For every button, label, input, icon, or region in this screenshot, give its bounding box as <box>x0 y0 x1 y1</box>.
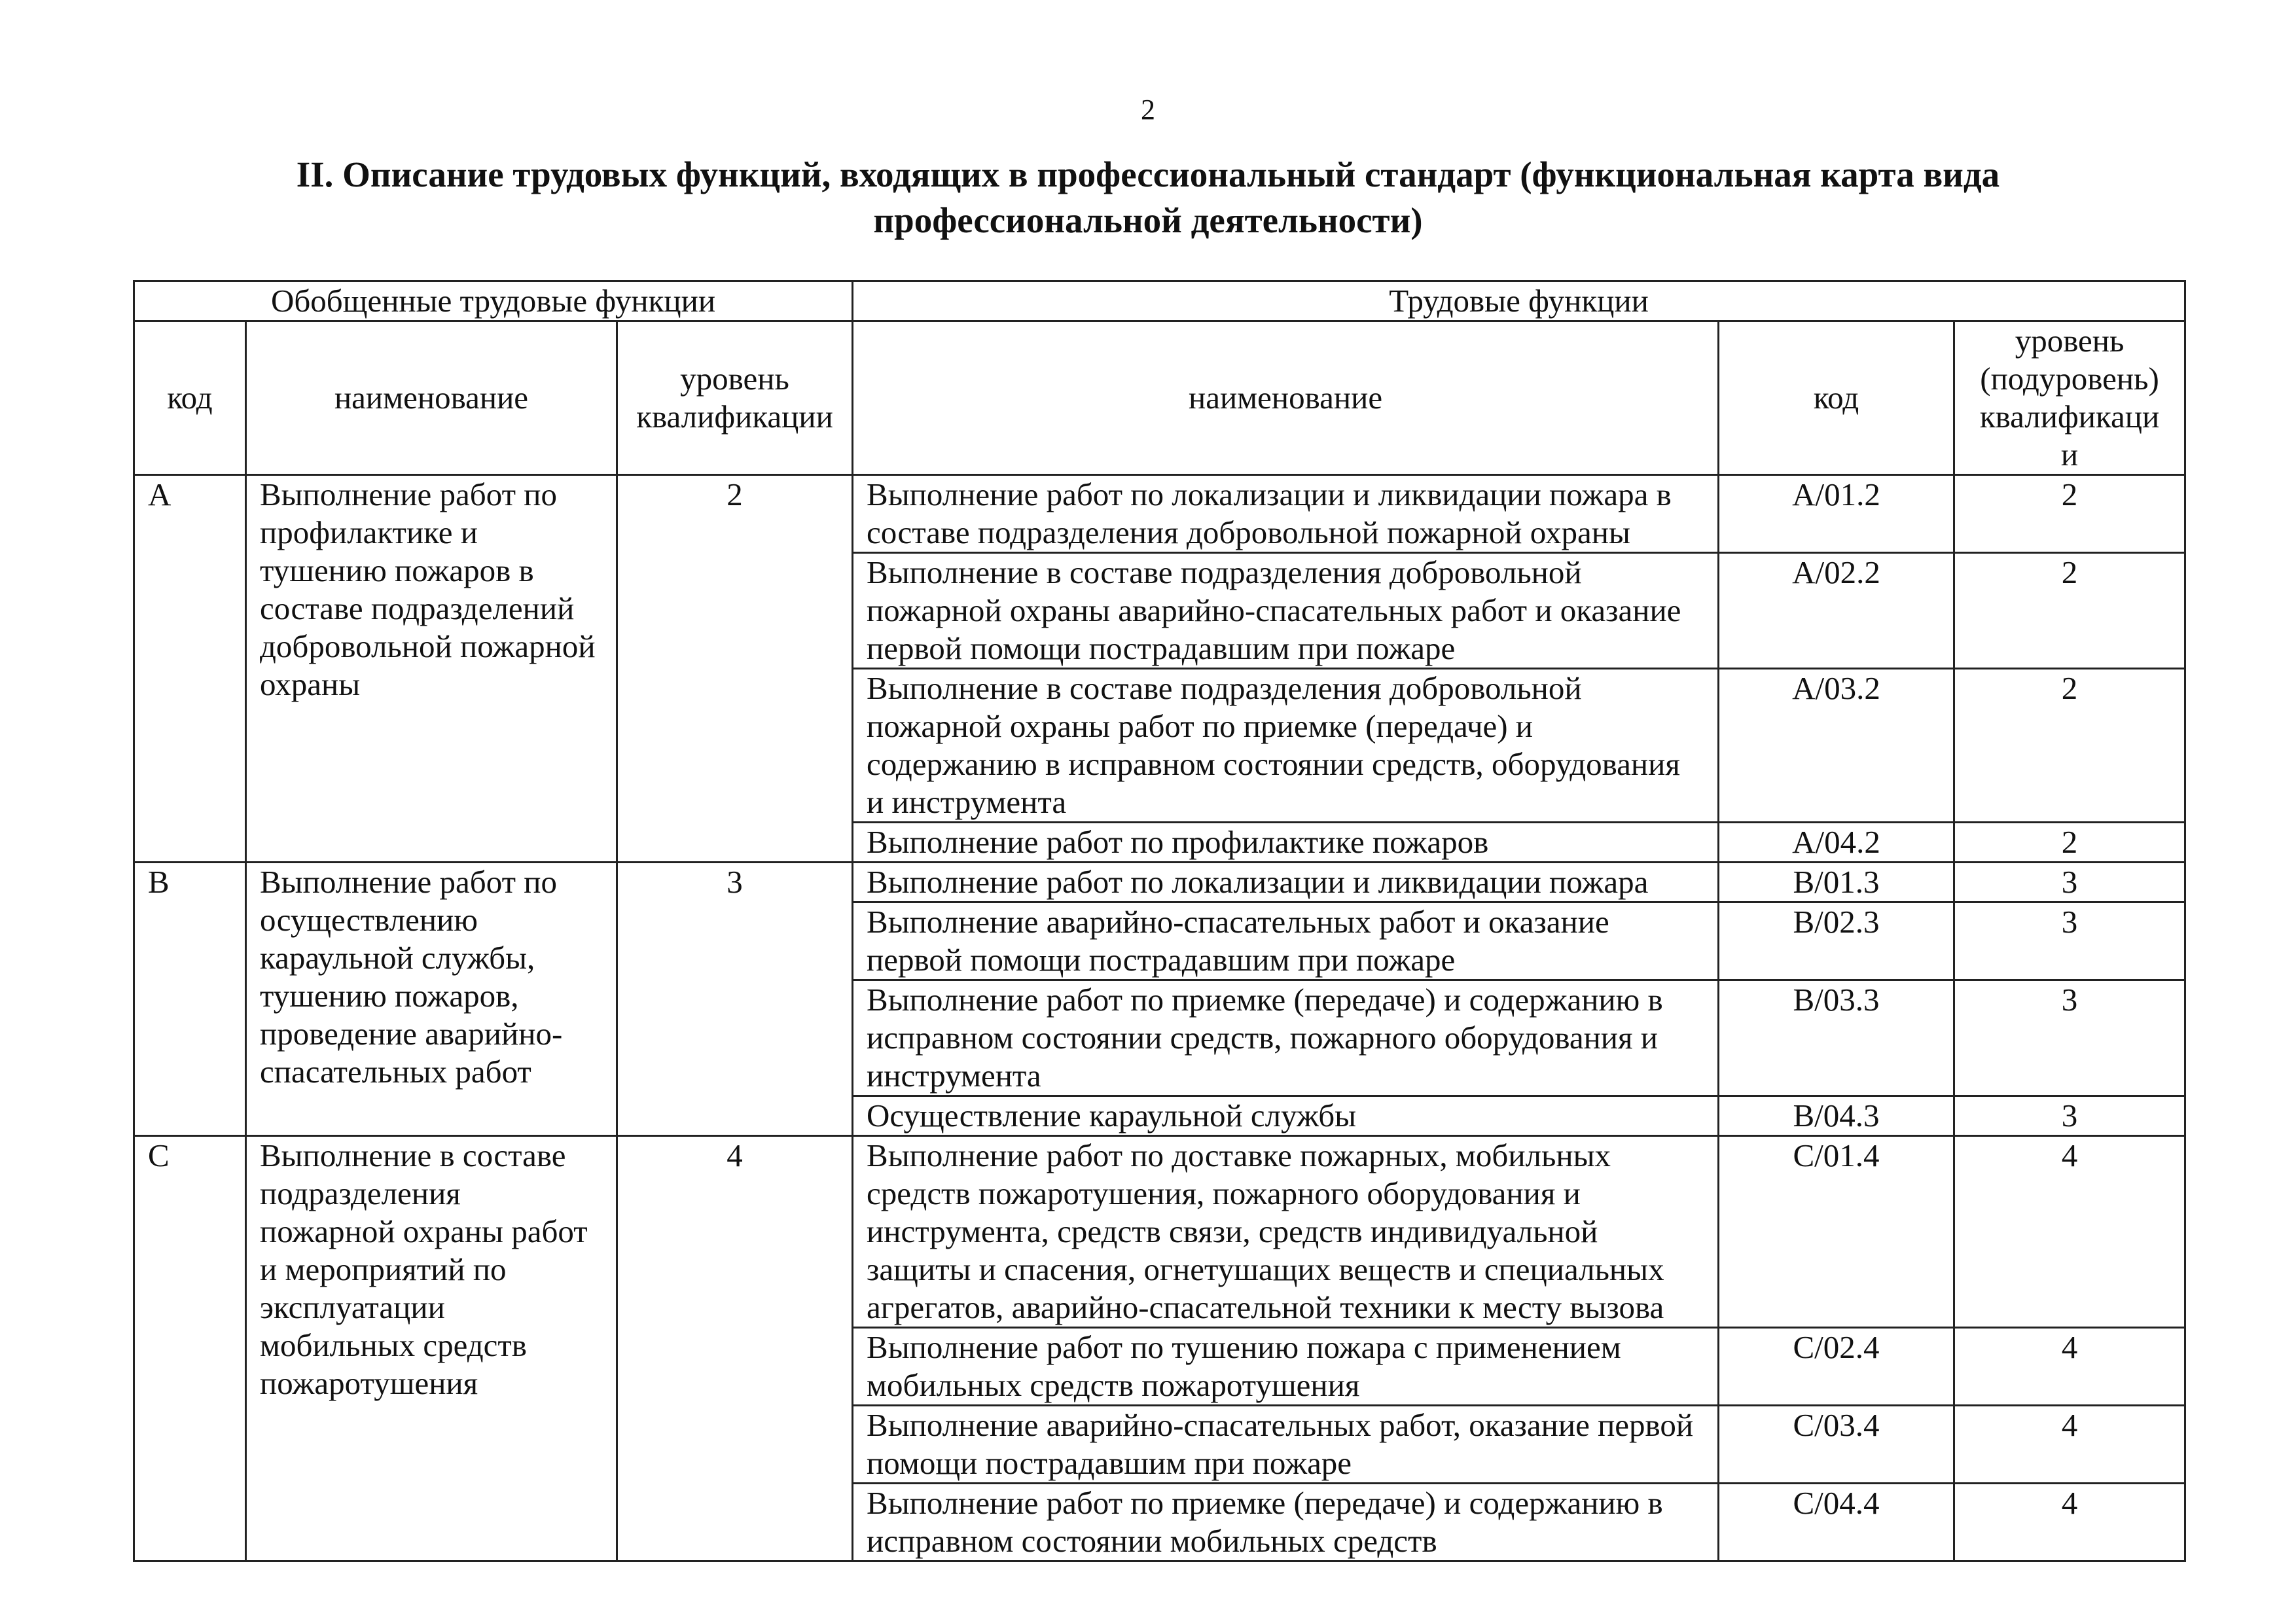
tf-code-cell: B/03.3 <box>1719 980 1954 1096</box>
tf-level-cell: 4 <box>1954 1328 2185 1406</box>
gen-code-cell: C <box>134 1136 246 1561</box>
tf-code-cell: B/01.3 <box>1719 863 1954 902</box>
tf-level-cell: 4 <box>1954 1406 2185 1484</box>
table-row <box>134 1136 2185 1328</box>
gen-name-cell: Выполнение работ по профилактике и тушению пожаров в составе подразделений добровольной пожарной охраны <box>246 475 617 863</box>
tf-name-cell: Выполнение работ по локализации и ликвидации пожара в составе подразделения добровольной пожарной охраны <box>853 475 1719 553</box>
tf-level-cell: 2 <box>1954 823 2185 863</box>
group-header-row <box>134 281 2185 321</box>
gen-name-header: наименование <box>246 321 617 475</box>
tf-code-cell: A/03.2 <box>1719 669 1954 823</box>
tf-name-cell: Выполнение работ по приемке (передаче) и содержанию в исправном состоянии мобильных средств <box>853 1484 1719 1561</box>
tf-level-cell: 4 <box>1954 1136 2185 1328</box>
tf-level-cell: 3 <box>1954 1096 2185 1136</box>
gen-code-cell: B <box>134 863 246 1136</box>
tf-code-cell: A/02.2 <box>1719 553 1954 669</box>
tf-level-header: уровень (подуровень) квалификаци и <box>1954 321 2185 475</box>
tf-name-cell: Выполнение работ по профилактике пожаров <box>853 823 1719 863</box>
tf-level-cell: 4 <box>1954 1484 2185 1561</box>
tf-name-cell: Выполнение в составе подразделения добровольной пожарной охраны аварийно-спасательных работ и оказание первой помощи пострадавшим при пожаре <box>853 553 1719 669</box>
tf-code-cell: B/04.3 <box>1719 1096 1954 1136</box>
tf-level-cell: 3 <box>1954 902 2185 980</box>
tf-level-cell: 3 <box>1954 980 2185 1096</box>
tf-code-header: код <box>1719 321 1954 475</box>
tf-level-cell: 2 <box>1954 553 2185 669</box>
tf-code-cell: C/02.4 <box>1719 1328 1954 1406</box>
tf-name-cell: Выполнение работ по тушению пожара с применением мобильных средств пожаротушения <box>853 1328 1719 1406</box>
tf-code-cell: C/03.4 <box>1719 1406 1954 1484</box>
gen-code-cell: A <box>134 475 246 863</box>
tf-code-cell: B/02.3 <box>1719 902 1954 980</box>
gen-name-cell: Выполнение в составе подразделения пожарной охраны работ и мероприятий по эксплуатации мобильных средств пожаротушения <box>246 1136 617 1561</box>
page-number: 2 <box>1141 94 1155 126</box>
page-title-line-2: профессиональной деятельности) <box>873 200 1423 240</box>
tf-level-cell: 3 <box>1954 863 2185 902</box>
tf-name-cell: Выполнение работ по приемке (передаче) и содержанию в исправном состоянии средств, пожарного оборудования и инструмента <box>853 980 1719 1096</box>
functional-map-table <box>133 280 2186 1562</box>
tf-name-cell: Выполнение аварийно-спасательных работ и оказание первой помощи пострадавшим при пожаре <box>853 902 1719 980</box>
tf-name-cell: Выполнение в составе подразделения добровольной пожарной охраны работ по приемке (передаче) и содержанию в исправном состоянии средств, оборудования и инструмента <box>853 669 1719 823</box>
table-row <box>134 863 2185 902</box>
tf-code-cell: C/04.4 <box>1719 1484 1954 1561</box>
tf-code-cell: C/01.4 <box>1719 1136 1954 1328</box>
column-header-row <box>134 321 2185 475</box>
gen-level-cell: 4 <box>617 1136 853 1561</box>
labor-functions-header: Трудовые функции <box>853 281 2185 321</box>
tf-level-cell: 2 <box>1954 669 2185 823</box>
gen-code-header: код <box>134 321 246 475</box>
tf-name-cell: Выполнение работ по доставке пожарных, мобильных средств пожаротушения, пожарного оборудования и инструмента, средств связи, средств индивидуальной защиты и спасения, огнетушащих веществ и специальных агрегатов, аварийно-спасательной техники к месту вызова <box>853 1136 1719 1328</box>
gen-level-header: уровень квалификации <box>617 321 853 475</box>
gen-name-cell: Выполнение работ по осуществлению караульной службы, тушению пожаров, проведение аварийно-спасательных работ <box>246 863 617 1136</box>
generalized-functions-header: Обобщенные трудовые функции <box>134 281 853 321</box>
tf-code-cell: A/01.2 <box>1719 475 1954 553</box>
tf-name-cell: Выполнение аварийно-спасательных работ, оказание первой помощи пострадавшим при пожаре <box>853 1406 1719 1484</box>
tf-name-cell: Выполнение работ по локализации и ликвидации пожара <box>853 863 1719 902</box>
gen-level-cell: 3 <box>617 863 853 1136</box>
tf-name-cell: Осуществление караульной службы <box>853 1096 1719 1136</box>
tf-level-cell: 2 <box>1954 475 2185 553</box>
tf-name-header: наименование <box>853 321 1719 475</box>
page-title-line-1: II. Описание трудовых функций, входящих в профессиональный стандарт (функциональная карта вида <box>296 154 2000 194</box>
table-row <box>134 475 2185 553</box>
tf-code-cell: A/04.2 <box>1719 823 1954 863</box>
page-title <box>0 152 2296 243</box>
gen-level-cell: 2 <box>617 475 853 863</box>
